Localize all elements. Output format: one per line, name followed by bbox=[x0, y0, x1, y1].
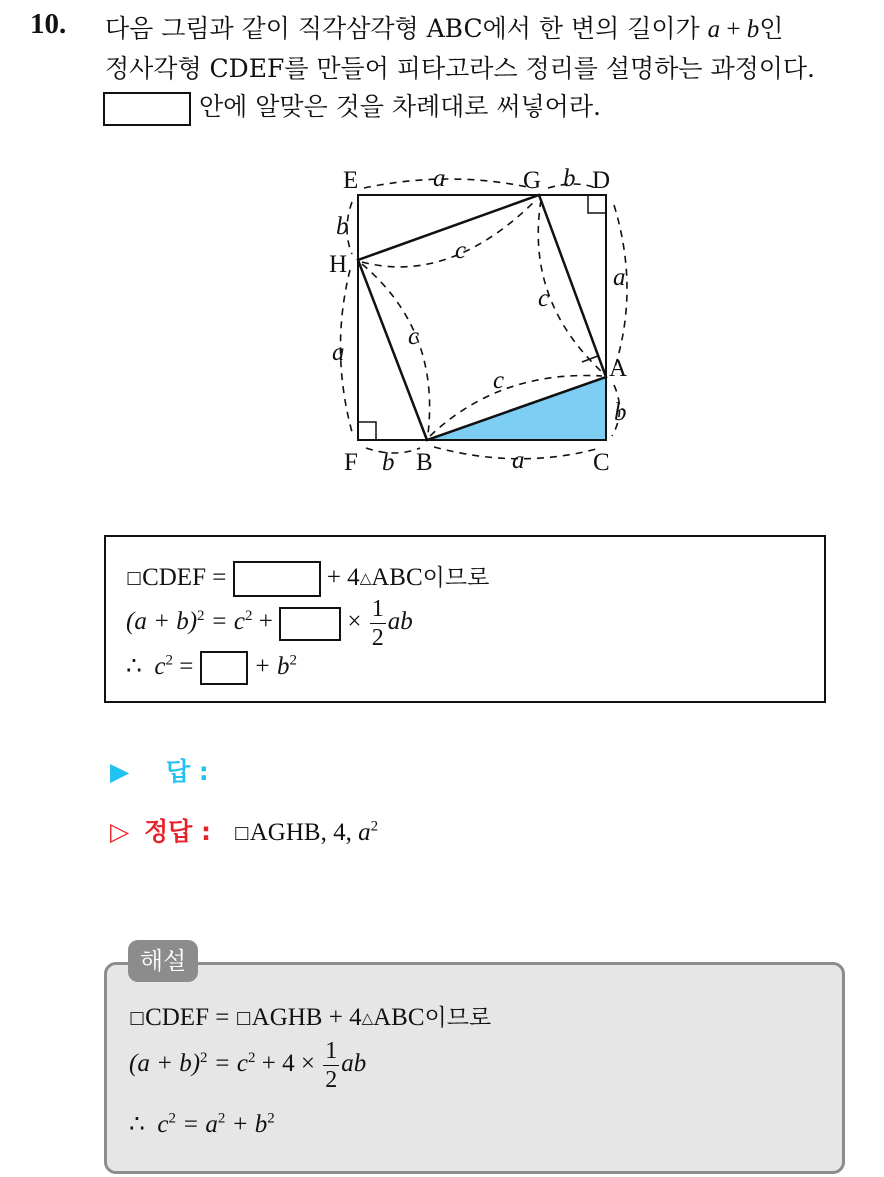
var-a: a bbox=[358, 819, 371, 846]
exponent: 2 bbox=[289, 652, 297, 669]
pythagoras-figure bbox=[300, 150, 660, 490]
exponent: 2 bbox=[168, 1110, 177, 1127]
exponent: 2 bbox=[267, 1110, 275, 1127]
arc-eg bbox=[364, 179, 532, 188]
answer-label: 답 : bbox=[165, 757, 209, 786]
eq-mid: + 4 × bbox=[255, 1050, 322, 1078]
problem-box bbox=[104, 535, 826, 703]
side-label-eg: a bbox=[433, 165, 446, 192]
square-symbol: □ bbox=[126, 568, 143, 588]
solution-line-2 bbox=[129, 1039, 366, 1092]
vertex-h: H bbox=[329, 251, 348, 278]
blank-box-example bbox=[103, 92, 191, 126]
eq-plus: + 4 bbox=[326, 564, 360, 591]
side-label-hg: c bbox=[455, 237, 467, 264]
problem-line-1 bbox=[126, 559, 489, 597]
fraction bbox=[323, 1039, 339, 1092]
question-text: 다음 그림과 같이 직각삼각형 ABC에서 한 변의 길이가 bbox=[105, 14, 708, 43]
triangle-symbol: △ bbox=[361, 1009, 374, 1027]
eq-c: = c bbox=[207, 1050, 248, 1078]
answer-blank-2[interactable] bbox=[279, 607, 341, 641]
exponent: 2 bbox=[248, 1049, 256, 1066]
eq-lhs: CDEF = bbox=[142, 564, 227, 591]
side-label-bc: a bbox=[512, 447, 525, 474]
eq-c: c bbox=[154, 653, 166, 680]
answer-blank-3[interactable] bbox=[200, 651, 248, 685]
fraction-denominator: 2 bbox=[325, 1067, 338, 1093]
side-label-eh: b bbox=[336, 213, 349, 240]
eq-c: c bbox=[157, 1111, 169, 1138]
square-symbol: □ bbox=[233, 823, 250, 843]
eq-lhs: (a + b) bbox=[126, 608, 198, 636]
eq-rhs: ABC bbox=[373, 1004, 425, 1031]
eq-plus: + bbox=[252, 608, 280, 636]
correct-answer-value bbox=[234, 819, 378, 846]
vertex-f: F bbox=[344, 449, 358, 476]
eq-plus-b: + b bbox=[247, 653, 290, 680]
exponent: 2 bbox=[165, 652, 174, 669]
correct-answer-row bbox=[110, 812, 378, 848]
therefore-symbol: ∴ bbox=[129, 1111, 145, 1138]
correct-marker-icon: ▷ bbox=[110, 817, 130, 846]
eq-lhs: CDEF = bbox=[145, 1004, 236, 1031]
eq-plus-b: + b bbox=[225, 1111, 268, 1138]
eq-lhs: (a + b) bbox=[129, 1050, 201, 1078]
exponent: 2 bbox=[245, 607, 253, 624]
vertex-d: D bbox=[592, 167, 611, 194]
var-a: a bbox=[707, 16, 721, 43]
side-label-ac: b bbox=[614, 399, 627, 426]
side-label-hf: a bbox=[332, 339, 345, 366]
eq-rhs: ABC bbox=[371, 564, 423, 591]
vertex-e: E bbox=[343, 167, 359, 194]
exponent: 2 bbox=[197, 607, 205, 624]
correct-answer-label: 정답 : bbox=[143, 817, 211, 846]
eq-equals-a: = a bbox=[176, 1111, 218, 1138]
solution-line-3 bbox=[129, 1109, 275, 1139]
therefore-symbol: ∴ bbox=[126, 653, 142, 680]
side-label-ba: c bbox=[493, 367, 505, 394]
eq-ab: ab bbox=[387, 608, 413, 636]
fraction-numerator: 1 bbox=[371, 596, 384, 622]
side-label-fb: b bbox=[382, 449, 395, 476]
right-angle-mark-d bbox=[588, 195, 606, 213]
fraction bbox=[370, 597, 386, 650]
problem-line-3 bbox=[126, 651, 297, 685]
answer-row bbox=[110, 752, 209, 788]
side-label-hb: c bbox=[408, 323, 420, 350]
question-line-1 bbox=[105, 10, 783, 49]
question-text-line3: 안에 알맞은 것을 차례대로 써넣어라. bbox=[191, 92, 601, 121]
question-line-3 bbox=[103, 88, 601, 126]
right-angle-mark-a bbox=[582, 356, 604, 370]
fraction-denominator: 2 bbox=[371, 625, 384, 651]
exponent: 2 bbox=[370, 818, 379, 835]
eq-c: = c bbox=[204, 608, 245, 636]
question-line-2: 정사각형 CDEF를 만들어 피타고라스 정리를 설명하는 과정이다. bbox=[105, 54, 815, 83]
eq-equals: = bbox=[173, 653, 200, 680]
eq-tail: 이므로 bbox=[422, 565, 490, 591]
eq-mid: AGHB + 4 bbox=[251, 1004, 362, 1031]
solution-box bbox=[104, 962, 845, 1174]
arc-hg bbox=[362, 200, 536, 267]
side-label-ga: c bbox=[538, 285, 550, 312]
eq-times: × bbox=[341, 608, 368, 636]
solution-tag: 해설 bbox=[128, 940, 198, 982]
answer-blank-1[interactable] bbox=[233, 561, 321, 597]
exponent: 2 bbox=[200, 1049, 208, 1066]
side-label-da: a bbox=[613, 264, 626, 291]
vertex-a: A bbox=[609, 355, 628, 382]
triangle-symbol: △ bbox=[359, 569, 372, 587]
eq-tail: 이므로 bbox=[424, 1005, 492, 1031]
question-text-tail: 인 bbox=[759, 14, 784, 43]
side-label-gd: b bbox=[563, 165, 576, 192]
vertex-c: C bbox=[593, 449, 610, 476]
right-angle-mark-f bbox=[358, 422, 376, 440]
eq-ab: ab bbox=[341, 1050, 367, 1078]
correct-answer-text: AGHB, 4, bbox=[249, 819, 359, 846]
vertex-g: G bbox=[523, 167, 542, 194]
vertex-b: B bbox=[416, 449, 433, 476]
problem-line-2 bbox=[126, 597, 413, 650]
square-symbol: □ bbox=[129, 1008, 146, 1028]
question-number: 10. bbox=[30, 8, 67, 40]
fraction-numerator: 1 bbox=[325, 1038, 338, 1064]
solution-line-1 bbox=[129, 999, 491, 1032]
answer-marker-icon: ▶ bbox=[110, 757, 130, 786]
square-symbol: □ bbox=[235, 1008, 252, 1028]
var-b: b bbox=[746, 16, 760, 43]
arc-hb bbox=[362, 264, 430, 434]
plus-sign: + bbox=[720, 16, 747, 43]
exponent: 2 bbox=[217, 1110, 226, 1127]
